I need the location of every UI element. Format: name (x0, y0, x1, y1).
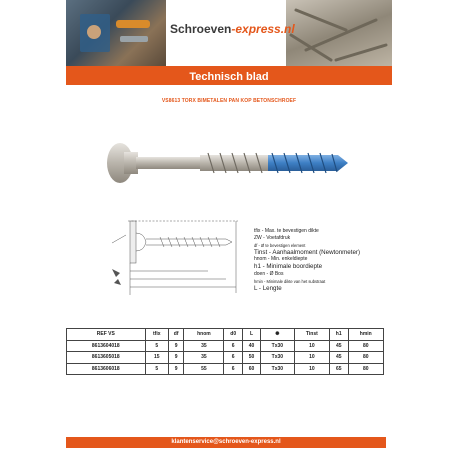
page-title: Technisch blad (66, 69, 392, 85)
legend-item: hmin - Minimale dikte van het substraat (254, 278, 326, 284)
table-cell: 6 (224, 363, 243, 375)
table-cell: 5 (145, 340, 168, 352)
legend-item: tfix - Max. te bevestigen dikte (254, 228, 319, 234)
legend (254, 228, 404, 292)
table-cell: 8613604018 (67, 340, 146, 352)
column-header: L (243, 329, 261, 341)
table-row (67, 363, 384, 375)
spec-table (66, 328, 384, 375)
product-subtitle: VS8613 TORX BIMETALEN PAN KOP BETONSCHROEF (161, 98, 297, 104)
table-cell: 8613605018 (67, 352, 146, 364)
table-header-row (67, 329, 384, 341)
table-cell: Tx30 (260, 352, 294, 364)
legend-item: doen - Ø Bos (254, 270, 284, 277)
brand-logo[interactable] (170, 22, 295, 36)
screws-photo (286, 0, 392, 66)
table-cell: 6 (224, 340, 243, 352)
table-cell: Tx30 (260, 363, 294, 375)
legend-item: Tinst - Aanhaalmoment (Newtonmeter) (254, 249, 361, 257)
column-header: REF VS (67, 329, 146, 341)
table-cell: 10 (294, 352, 329, 364)
table-cell: 45 (329, 340, 348, 352)
column-header: h1 (329, 329, 348, 341)
column-header: df (168, 329, 184, 341)
table-cell: 45 (329, 352, 348, 364)
tools-photo (66, 0, 166, 66)
screw-photo (100, 138, 350, 188)
table-cell: 60 (243, 363, 261, 375)
table-cell: 80 (348, 352, 383, 364)
table-cell: 9 (168, 363, 184, 375)
legend-item: ZW - Voetafdruk (254, 235, 291, 242)
table-cell: 10 (294, 363, 329, 375)
legend-item: L - Lengte (254, 284, 282, 292)
table-cell: 6 (224, 352, 243, 364)
table-cell: 9 (168, 340, 184, 352)
brand-name-part2: -express.nl (231, 22, 295, 36)
legend-item: hnom - Min. enkeldiepte (254, 256, 308, 263)
legend-item: h1 - Minimale boordiepte (254, 263, 323, 271)
column-header: d0 (224, 329, 243, 341)
column-header: hmin (348, 329, 383, 341)
table-cell: 40 (243, 340, 261, 352)
column-header: Tinst (294, 329, 329, 341)
table-cell: 55 (184, 363, 224, 375)
table-cell: 5 (145, 363, 168, 375)
column-header: tfix (145, 329, 168, 341)
footer-email[interactable]: klantenservice@schroeven-express.nl (66, 437, 386, 448)
legend-item: df - Ø te bevestigen element (254, 243, 306, 249)
table-cell: 80 (348, 340, 383, 352)
table-cell: 15 (145, 352, 168, 364)
torx-icon: ✺ (275, 331, 280, 338)
table-cell: 65 (329, 363, 348, 375)
table-cell: 50 (243, 352, 261, 364)
table-cell: 8613606018 (67, 363, 146, 375)
table-row (67, 352, 384, 364)
column-header-drive-icon (260, 329, 294, 341)
table-cell: 35 (184, 352, 224, 364)
table-cell: 35 (184, 340, 224, 352)
table-row (67, 340, 384, 352)
table-cell: 9 (168, 352, 184, 364)
table-cell: 10 (294, 340, 329, 352)
header-banner (66, 0, 392, 66)
brand-name-part1: Schroeven (170, 22, 232, 36)
table-cell: Tx30 (260, 340, 294, 352)
table-cell: 80 (348, 363, 383, 375)
column-header: hnom (184, 329, 224, 341)
technical-drawing (108, 213, 248, 308)
